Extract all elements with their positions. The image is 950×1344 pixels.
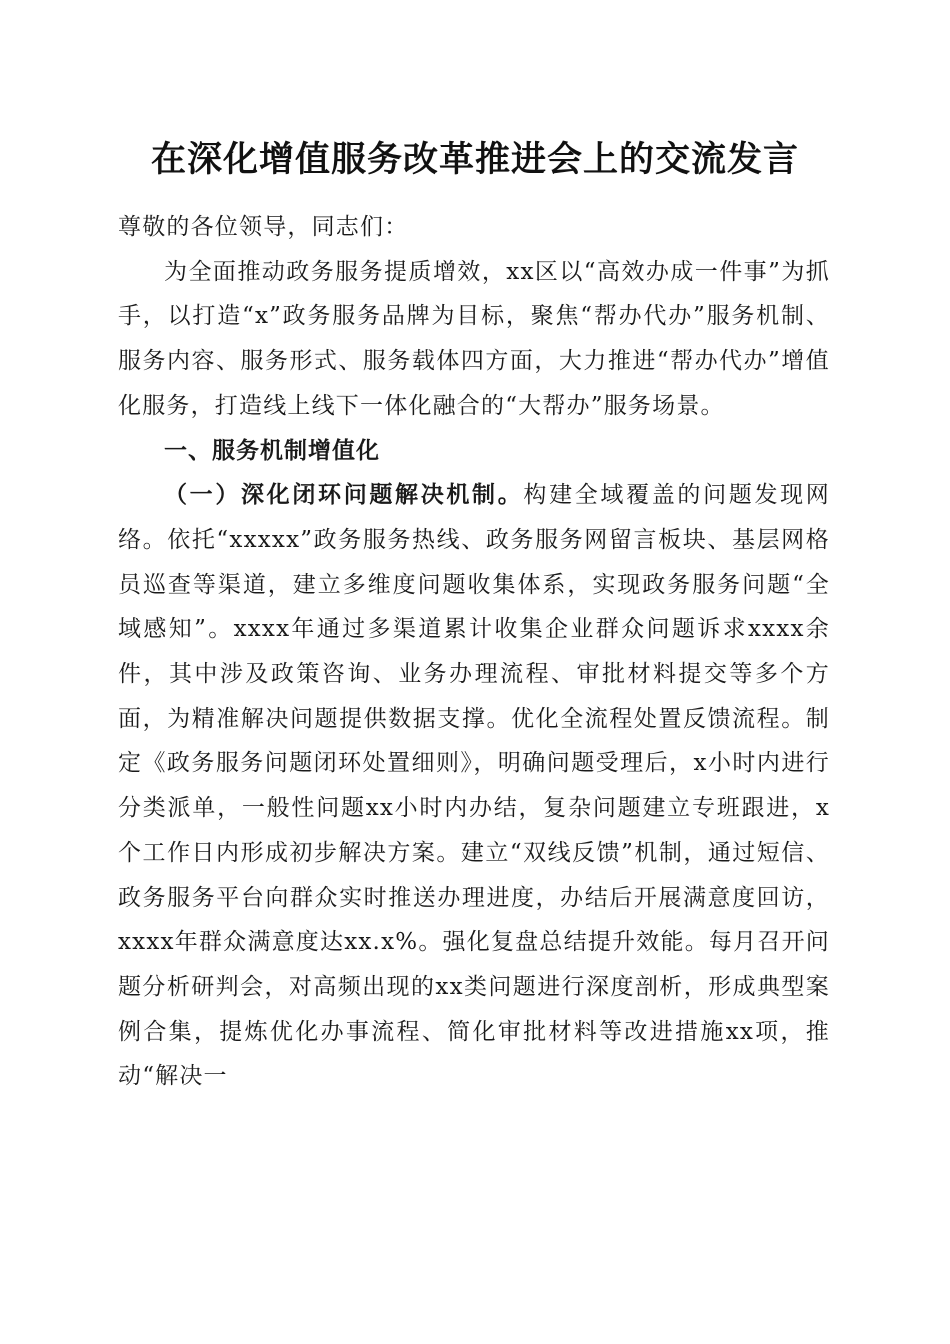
- subsection-lead: （一）深化闭环问题解决机制。: [164, 482, 524, 509]
- section-heading: 一、服务机制增值化: [164, 437, 380, 464]
- subsection-paragraph: [118, 473, 830, 1099]
- document-body: [118, 205, 830, 1099]
- intro-paragraph: 为全面推动政务服务提质增效，xx区以“高效办成一件事”为抓手，以打造“x”政务服务品牌为目标，聚焦“帮办代办”服务机制、服务内容、服务形式、服务载体四方面，大力推进“帮办代办”增值化服务，打造线上线下一体化融合的“大帮办”服务场景。: [118, 258, 830, 419]
- salutation: 尊敬的各位领导，同志们：: [118, 214, 409, 240]
- subsection-body: 构建全域覆盖的问题发现网络。依托“xxxxx”政务服务热线、政务服务网留言板块、基层网格员巡查等渠道，建立多维度问题收集体系，实现政务服务问题“全域感知”。xxxx年通过多渠道累计收集企业群众问题诉求xxxx余件，其中涉及政策咨询、业务办理流程、审批材料提交等多个方面，为精准解决问题提供数据支撑。优化全流程处置反馈流程。制定《政务服务问题闭环处置细则》，明确问题受理后，x小时内进行分类派单，一般性问题xx小时内办结，复杂问题建立专班跟进，x个工作日内形成初步解决方案。建立“双线反馈”机制，通过短信、政务服务平台向群众实时推送办理进度，办结后开展满意度回访，xxxx年群众满意度达xx.x%。强化复盘总结提升效能。每月召开问题分析研判会，对高频出现的xx类问题进行深度剖析，形成典型案例合集，提炼优化办事流程、简化审批材料等改进措施xx项，推动“解决一: [118, 482, 830, 1090]
- document-title: 在深化增值服务改革推进会上的交流发言: [150, 139, 799, 180]
